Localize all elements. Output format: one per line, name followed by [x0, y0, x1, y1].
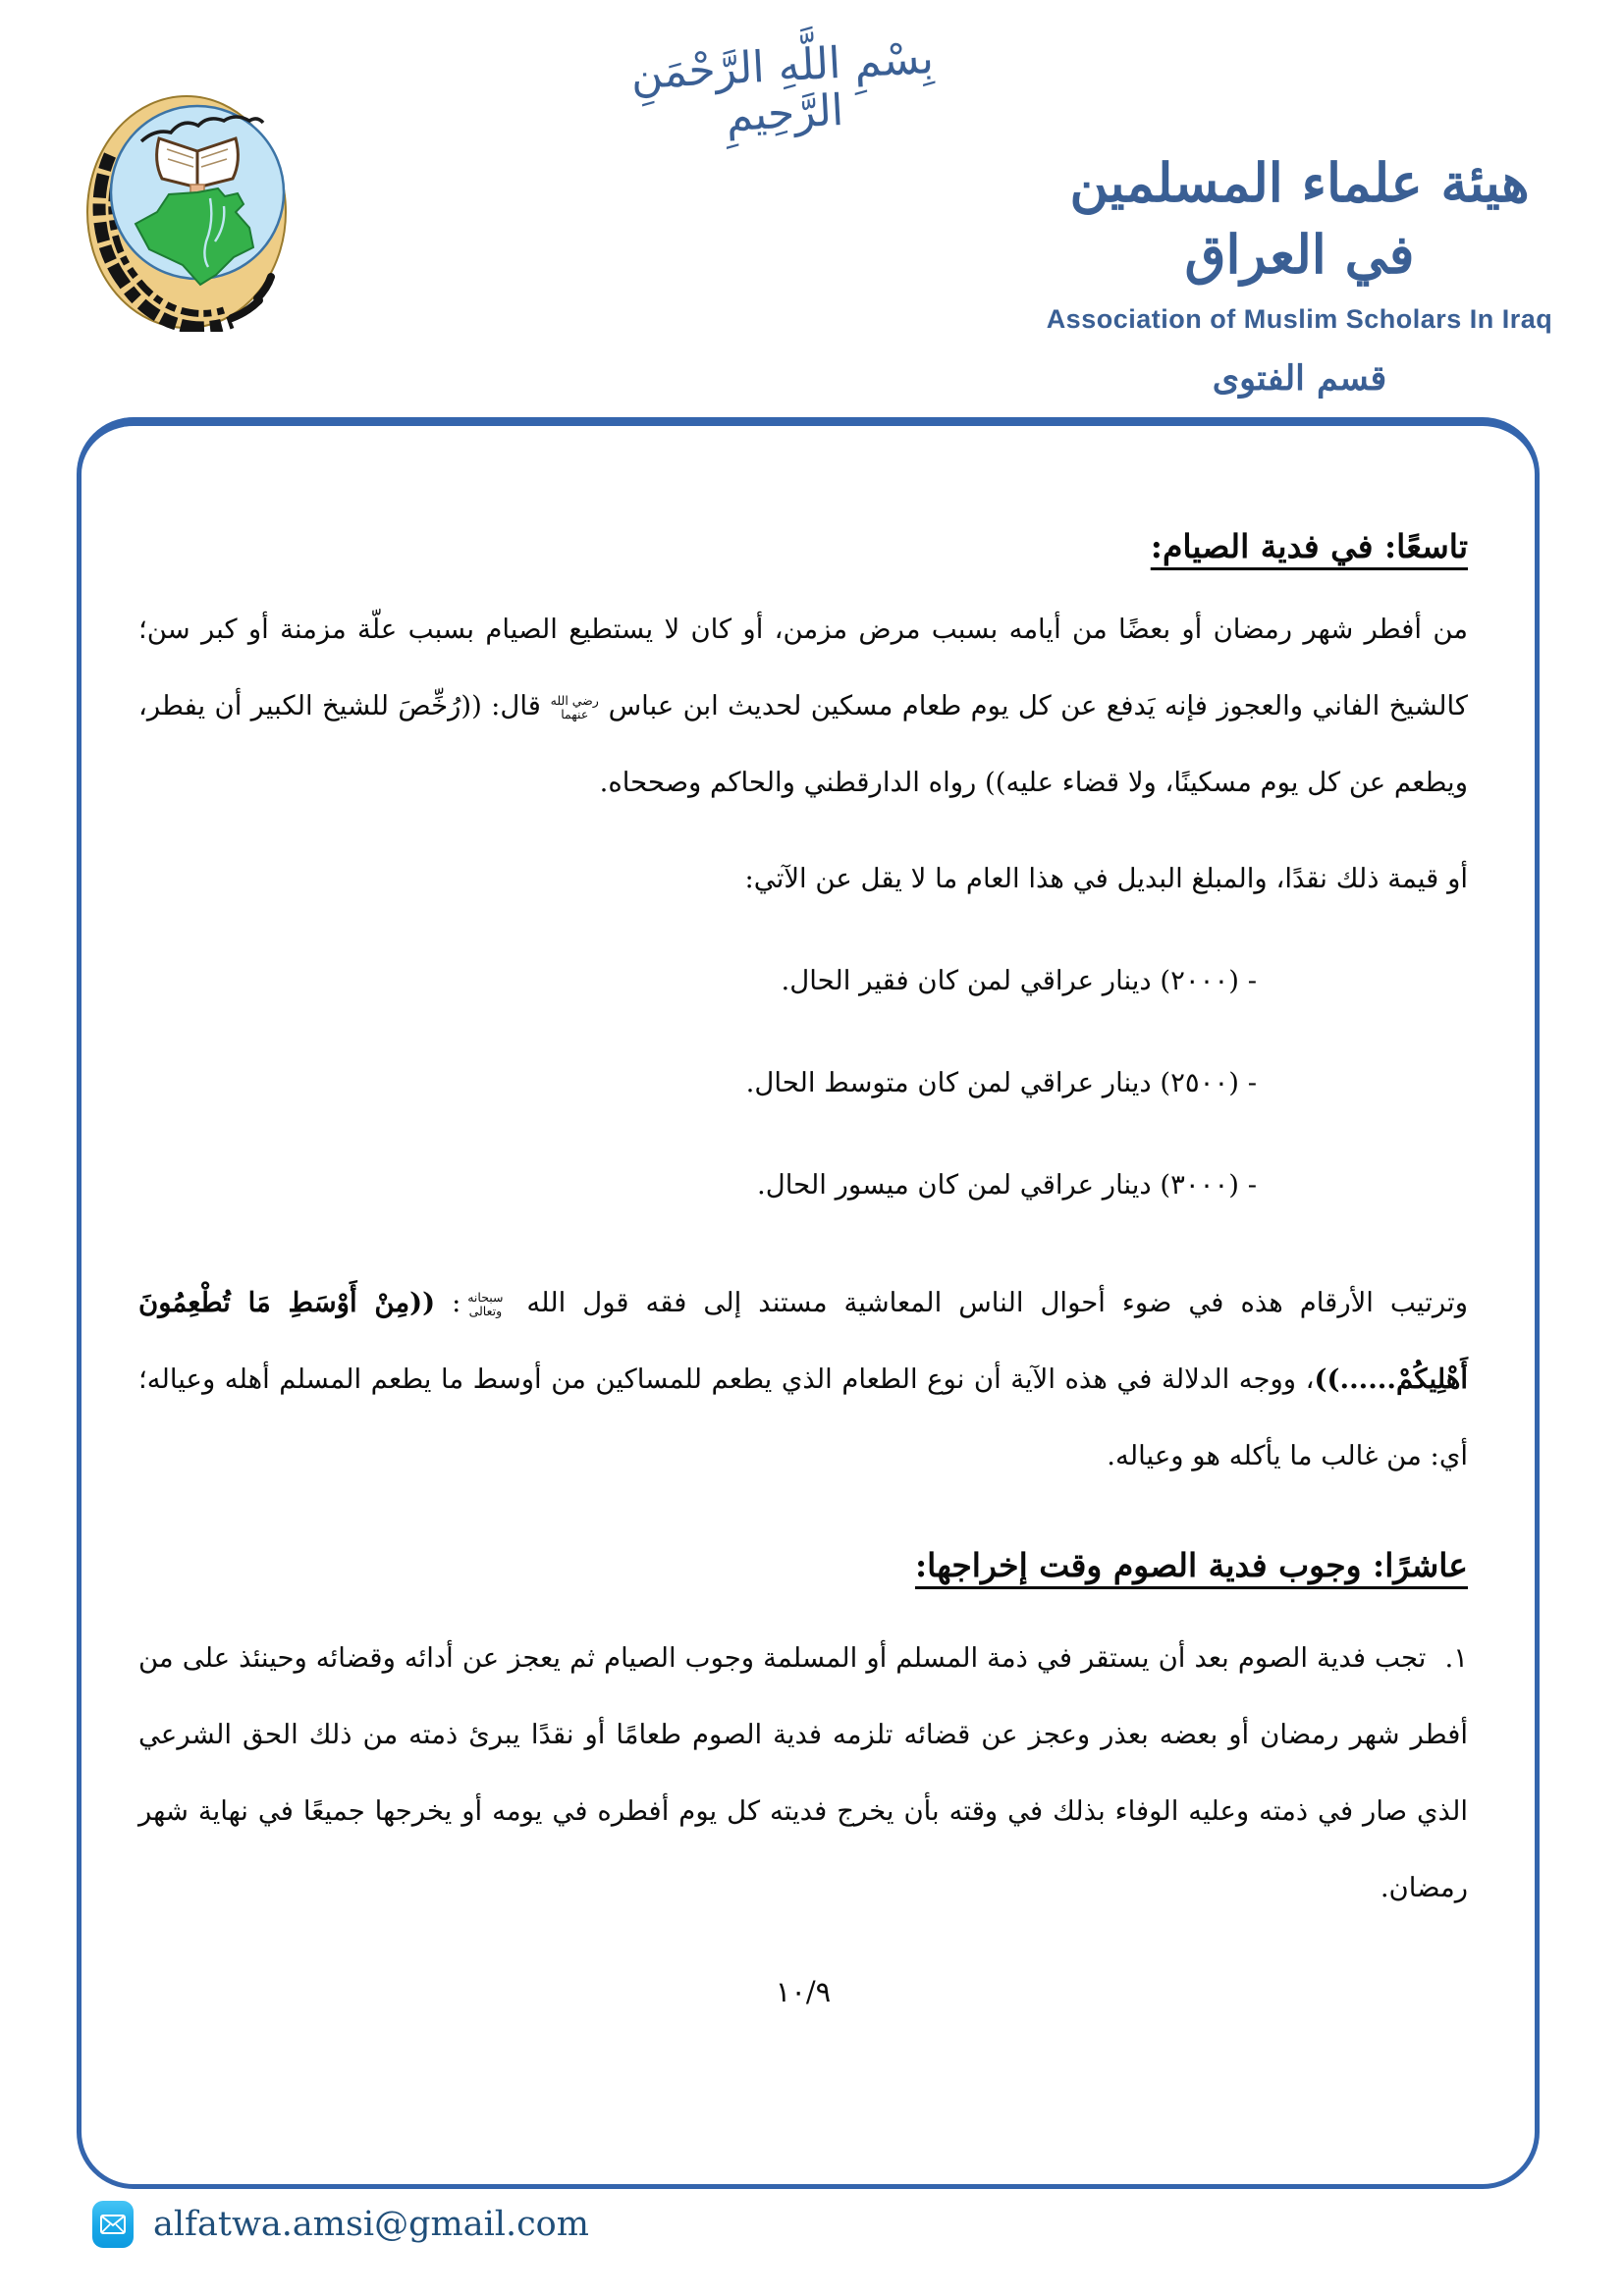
envelope-icon	[92, 2201, 134, 2248]
bismillah-calligraphy: بِسْمِ اللَّهِ الرَّحْمَنِ الرَّحِيمِ	[629, 32, 936, 142]
paragraph-fidya-who-pays	[138, 591, 1468, 821]
department-title: قسم الفتوى	[1212, 357, 1387, 399]
paragraph-text: وترتيب الأرقام هذه في ضوء أحوال الناس المعاشية مستند إلى فقه قول الله	[526, 1287, 1468, 1318]
paragraph-text: قال: ((رُخِّصَ للشيخ الكبير أن يفطر، ويطعم عن كل يوم مسكينًا، ولا قضاء عليه)) رواه الدارقطني والحاكم وصححاه.	[138, 690, 1468, 798]
amsi-emblem-logo	[84, 90, 300, 332]
footer-email-row	[92, 2201, 589, 2248]
amount-item-poor: - (٢٠٠٠) دينار عراقي لمن كان فقير الحال.	[781, 965, 1257, 996]
paragraph-quran-basis	[138, 1264, 1468, 1494]
quran-verse-quote: ((مِنْ أَوْسَطِ مَا تُطْعِمُونَ أَهْلِيكُمْ......))	[138, 1287, 1468, 1395]
item-number: ١.	[1444, 1642, 1469, 1674]
amount-item-wealthy: - (٣٠٠٠) دينار عراقي لمن كان ميسور الحال.	[757, 1169, 1257, 1201]
header-right-block	[1032, 147, 1567, 399]
amsi-emblem-icon	[84, 90, 300, 332]
honorific-subhanahu-wa-taala: سبحانه وتعالى	[467, 1290, 504, 1318]
org-name-arabic-calligraphy: هيئة علماء المسلمين في العراق	[1069, 151, 1530, 286]
item-text: تجب فدية الصوم بعد أن يستقر في ذمة المسلم أو المسلمة وجوب الصيام ثم يعجز عن أدائه وقضائه وحينئذ على من أفطر شهر رمضان أو بعضه بعذر وعجز عن قضائه تلزمه فدية الصوم طعامًا أو نقدًا يبرئ ذمته من ذلك الحق الشرعي الذي صار في ذمته وعليه الوفاء بذلك في وقته بأن يخرج فديته كل يوم أفطره في يومه أو يخرجها جميعًا في نهاية شهر رمضان.	[138, 1642, 1468, 1903]
honorific-radi-allahu-anhuma: رضي الله عنهما	[550, 693, 599, 721]
org-name-english: Association of Muslim Scholars In Iraq	[1046, 303, 1553, 334]
amount-item-middle: - (٢٥٠٠) دينار عراقي لمن كان متوسط الحال.	[745, 1067, 1257, 1098]
section-nine-heading: تاسعًا: في فدية الصيام:	[1150, 527, 1468, 565]
numbered-item-one	[138, 1620, 1468, 1926]
page-number: ١٠/٩	[775, 1975, 832, 2008]
colon: :	[452, 1287, 461, 1318]
paragraph-text: من أفطر شهر رمضان أو بعضًا من أيامه بسبب مرض مزمن، أو كان لا يستطيع الصيام بسبب علّة مزمنة أو كبر سن؛ كالشيخ الفاني والعجوز فإنه يَدفع عن كل يوم طعام مسكين لحديث ابن عباس	[138, 614, 1468, 721]
paragraph-text: ، ووجه الدلالة في هذه الآية أن نوع الطعام الذي يطعم للمساكين من أوسط ما يطعم المسلم أهله وعياله؛ أي: من غالب ما يأكله هو وعياله.	[138, 1363, 1468, 1471]
section-ten-heading: عاشرًا: وجوب فدية الصوم وقت إخراجها:	[914, 1546, 1468, 1584]
paragraph-cash-alternative: أو قيمة ذلك نقدًا، والمبلغ البديل في هذا العام ما لا يقل عن الآتي:	[744, 863, 1468, 894]
contact-email-link[interactable]: alfatwa.amsi@gmail.com	[153, 2205, 589, 2244]
content-frame	[77, 417, 1540, 2189]
